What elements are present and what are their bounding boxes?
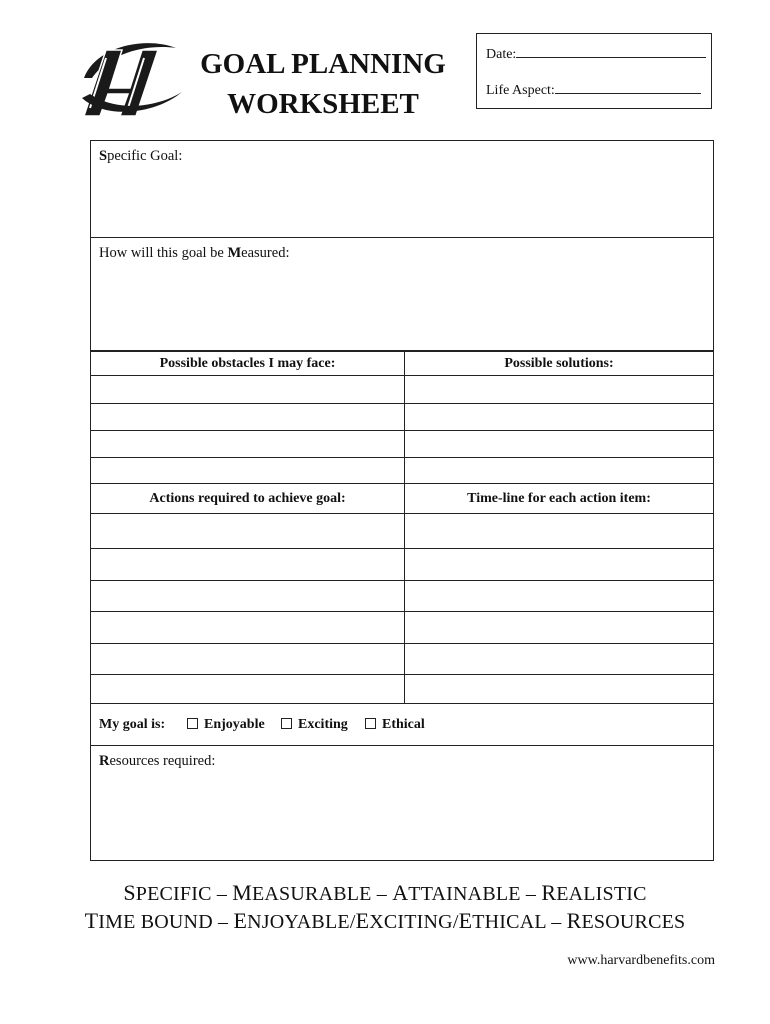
solutions-header: Possible solutions:	[504, 355, 614, 371]
resources-label: Resources required:	[99, 753, 216, 769]
meta-box	[476, 33, 712, 109]
obstacles-header-row	[91, 351, 713, 376]
action-row[interactable]	[91, 549, 713, 581]
checkbox-icon	[187, 718, 198, 729]
life-aspect-field[interactable]	[555, 81, 701, 94]
obstacle-row[interactable]	[91, 376, 713, 404]
resources-section[interactable]	[91, 746, 713, 860]
title-line-2: WORKSHEET	[227, 88, 419, 120]
enjoyable-checkbox[interactable]: Enjoyable	[187, 717, 265, 733]
action-row[interactable]	[91, 514, 713, 549]
timeline-header: Time-line for each action item:	[467, 490, 651, 506]
life-aspect-label: Life Aspect:	[486, 83, 555, 98]
actions-divider	[404, 484, 405, 704]
obstacle-row[interactable]	[91, 431, 713, 458]
date-label: Date:	[486, 47, 517, 62]
footer-url[interactable]: www.harvardbenefits.com	[567, 953, 715, 968]
specific-goal-section[interactable]	[91, 141, 713, 238]
action-row[interactable]	[91, 581, 713, 612]
page-title	[188, 44, 458, 124]
actions-header-row	[91, 484, 713, 514]
acronym-line-1: SPECIFIC – MEASURABLE – ATTAINABLE – REALISTIC	[123, 880, 647, 905]
action-row[interactable]	[91, 644, 713, 675]
date-field[interactable]	[516, 45, 706, 58]
title-line-1: GOAL PLANNING	[200, 48, 446, 80]
actions-header: Actions required to achieve goal:	[149, 490, 346, 506]
harvard-logo-icon	[76, 38, 186, 120]
obstacle-row[interactable]	[91, 458, 713, 484]
goal-is-row	[91, 704, 713, 746]
obstacle-row[interactable]	[91, 404, 713, 431]
checkbox-icon	[281, 718, 292, 729]
checkbox-icon	[365, 718, 376, 729]
action-row[interactable]	[91, 675, 713, 704]
life-aspect-row	[486, 81, 701, 99]
measured-label: How will this goal be Measured:	[99, 245, 290, 261]
specific-goal-label: Specific Goal:	[99, 148, 183, 164]
measured-section[interactable]	[91, 238, 713, 351]
action-row[interactable]	[91, 612, 713, 644]
obstacles-header: Possible obstacles I may face:	[159, 355, 336, 371]
date-row	[486, 45, 706, 63]
ethical-checkbox[interactable]: Ethical	[365, 717, 425, 733]
obstacles-divider	[404, 351, 405, 484]
acronym-line-2: TIME BOUND – ENJOYABLE/EXCITING/ETHICAL – RESOURCES	[84, 908, 686, 933]
goal-is-label: My goal is:	[99, 717, 166, 732]
exciting-checkbox[interactable]: Exciting	[281, 717, 348, 733]
goal-form	[90, 140, 714, 861]
